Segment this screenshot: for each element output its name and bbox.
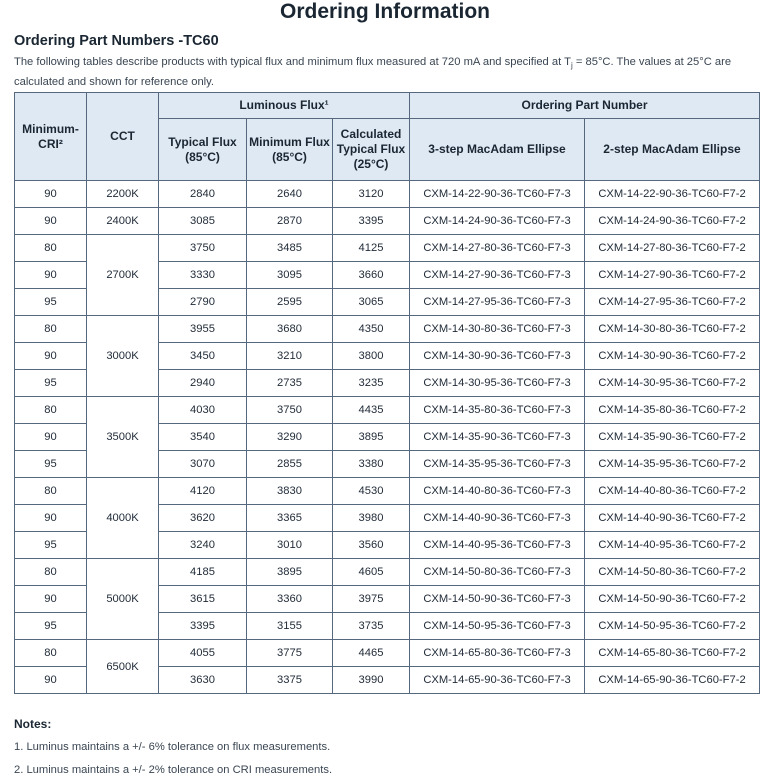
part-number-2-step-cell: CXM-14-40-80-36-TC60-F7-2 bbox=[585, 478, 760, 505]
part-number-3-step-cell: CXM-14-35-80-36-TC60-F7-3 bbox=[410, 397, 585, 424]
typical-flux-cell: 4030 bbox=[159, 397, 247, 424]
cct-cell: 4000K bbox=[87, 478, 159, 559]
calculated-flux-cell: 3380 bbox=[333, 451, 410, 478]
cri-cell: 80 bbox=[15, 559, 87, 586]
cct-cell: 6500K bbox=[87, 640, 159, 694]
table-row bbox=[15, 208, 760, 235]
part-number-3-step-cell: CXM-14-27-95-36-TC60-F7-3 bbox=[410, 289, 585, 316]
minimum-flux-cell: 3750 bbox=[247, 397, 333, 424]
minimum-flux-cell: 3775 bbox=[247, 640, 333, 667]
header-minimum-flux: Minimum Flux (85°C) bbox=[247, 119, 333, 181]
typical-flux-cell: 3450 bbox=[159, 343, 247, 370]
cri-cell: 95 bbox=[15, 289, 87, 316]
description-text-pre: The following tables describe products with typical flux and minimum flux measured at 720 mA and specified at T bbox=[14, 56, 571, 68]
part-number-2-step-cell: CXM-14-24-90-36-TC60-F7-2 bbox=[585, 208, 760, 235]
typical-flux-cell: 4120 bbox=[159, 478, 247, 505]
part-number-3-step-cell: CXM-14-65-80-36-TC60-F7-3 bbox=[410, 640, 585, 667]
minimum-flux-cell: 3485 bbox=[247, 235, 333, 262]
table-row bbox=[15, 397, 760, 424]
part-number-2-step-cell: CXM-14-50-80-36-TC60-F7-2 bbox=[585, 559, 760, 586]
cri-cell: 95 bbox=[15, 370, 87, 397]
part-number-2-step-cell: CXM-14-50-90-36-TC60-F7-2 bbox=[585, 586, 760, 613]
cri-cell: 90 bbox=[15, 505, 87, 532]
typical-flux-cell: 3620 bbox=[159, 505, 247, 532]
calculated-flux-cell: 3560 bbox=[333, 532, 410, 559]
part-number-2-step-cell: CXM-14-22-90-36-TC60-F7-2 bbox=[585, 181, 760, 208]
part-number-3-step-cell: CXM-14-30-80-36-TC60-F7-3 bbox=[410, 316, 585, 343]
part-number-3-step-cell: CXM-14-27-90-36-TC60-F7-3 bbox=[410, 262, 585, 289]
typical-flux-cell: 3240 bbox=[159, 532, 247, 559]
minimum-flux-cell: 3210 bbox=[247, 343, 333, 370]
minimum-flux-cell: 2855 bbox=[247, 451, 333, 478]
part-number-2-step-cell: CXM-14-27-95-36-TC60-F7-2 bbox=[585, 289, 760, 316]
part-number-3-step-cell: CXM-14-40-95-36-TC60-F7-3 bbox=[410, 532, 585, 559]
cri-cell: 90 bbox=[15, 424, 87, 451]
typical-flux-cell: 4055 bbox=[159, 640, 247, 667]
calculated-flux-cell: 3800 bbox=[333, 343, 410, 370]
part-number-3-step-cell: CXM-14-65-90-36-TC60-F7-3 bbox=[410, 667, 585, 694]
calculated-flux-cell: 3895 bbox=[333, 424, 410, 451]
typical-flux-cell: 4185 bbox=[159, 559, 247, 586]
calculated-flux-cell: 3120 bbox=[333, 181, 410, 208]
table-row bbox=[15, 181, 760, 208]
minimum-flux-cell: 3375 bbox=[247, 667, 333, 694]
calculated-flux-cell: 3395 bbox=[333, 208, 410, 235]
table-row bbox=[15, 478, 760, 505]
minimum-flux-cell: 3010 bbox=[247, 532, 333, 559]
calculated-flux-cell: 4125 bbox=[333, 235, 410, 262]
table-row bbox=[15, 235, 760, 262]
cri-cell: 90 bbox=[15, 667, 87, 694]
typical-flux-cell: 2790 bbox=[159, 289, 247, 316]
description-subscript: j bbox=[570, 61, 573, 71]
note-item: 2. Luminus maintains a +/- 2% tolerance on CRI measurements. bbox=[14, 764, 333, 776]
section-title: Ordering Part Numbers -TC60 bbox=[14, 33, 219, 49]
calculated-flux-cell: 4605 bbox=[333, 559, 410, 586]
minimum-flux-cell: 2640 bbox=[247, 181, 333, 208]
table-row bbox=[15, 640, 760, 667]
part-number-2-step-cell: CXM-14-30-80-36-TC60-F7-2 bbox=[585, 316, 760, 343]
ordering-table-header bbox=[15, 93, 760, 181]
typical-flux-cell: 3070 bbox=[159, 451, 247, 478]
part-number-2-step-cell: CXM-14-27-90-36-TC60-F7-2 bbox=[585, 262, 760, 289]
minimum-flux-cell: 2735 bbox=[247, 370, 333, 397]
typical-flux-cell: 2940 bbox=[159, 370, 247, 397]
header-min-cri: Minimum-CRI² bbox=[15, 93, 87, 181]
cct-cell: 3000K bbox=[87, 316, 159, 397]
calculated-flux-cell: 4465 bbox=[333, 640, 410, 667]
cri-cell: 90 bbox=[15, 208, 87, 235]
typical-flux-cell: 3615 bbox=[159, 586, 247, 613]
part-number-3-step-cell: CXM-14-50-90-36-TC60-F7-3 bbox=[410, 586, 585, 613]
part-number-3-step-cell: CXM-14-24-90-36-TC60-F7-3 bbox=[410, 208, 585, 235]
description-text-post: = 85°C. The values at 25°C are calculated and shown for reference only. bbox=[14, 56, 732, 89]
minimum-flux-cell: 3365 bbox=[247, 505, 333, 532]
notes-title: Notes: bbox=[14, 717, 52, 731]
cri-cell: 80 bbox=[15, 640, 87, 667]
typical-flux-cell: 3395 bbox=[159, 613, 247, 640]
part-number-3-step-cell: CXM-14-40-90-36-TC60-F7-3 bbox=[410, 505, 585, 532]
part-number-3-step-cell: CXM-14-35-90-36-TC60-F7-3 bbox=[410, 424, 585, 451]
header-cct: CCT bbox=[87, 93, 159, 181]
header-2-step-ellipse: 2-step MacAdam Ellipse bbox=[585, 119, 760, 181]
minimum-flux-cell: 2870 bbox=[247, 208, 333, 235]
part-number-2-step-cell: CXM-14-40-90-36-TC60-F7-2 bbox=[585, 505, 760, 532]
cri-cell: 80 bbox=[15, 397, 87, 424]
part-number-3-step-cell: CXM-14-35-95-36-TC60-F7-3 bbox=[410, 451, 585, 478]
calculated-flux-cell: 3980 bbox=[333, 505, 410, 532]
calculated-flux-cell: 4530 bbox=[333, 478, 410, 505]
cri-cell: 90 bbox=[15, 343, 87, 370]
cct-cell: 2200K bbox=[87, 181, 159, 208]
typical-flux-cell: 3330 bbox=[159, 262, 247, 289]
part-number-2-step-cell: CXM-14-40-95-36-TC60-F7-2 bbox=[585, 532, 760, 559]
cri-cell: 80 bbox=[15, 316, 87, 343]
cct-cell: 5000K bbox=[87, 559, 159, 640]
minimum-flux-cell: 3095 bbox=[247, 262, 333, 289]
table-row bbox=[15, 559, 760, 586]
header-ordering-part-number: Ordering Part Number bbox=[410, 93, 760, 119]
cct-cell: 3500K bbox=[87, 397, 159, 478]
part-number-3-step-cell: CXM-14-30-95-36-TC60-F7-3 bbox=[410, 370, 585, 397]
part-number-2-step-cell: CXM-14-35-95-36-TC60-F7-2 bbox=[585, 451, 760, 478]
part-number-3-step-cell: CXM-14-27-80-36-TC60-F7-3 bbox=[410, 235, 585, 262]
header-typical-flux: Typical Flux (85°C) bbox=[159, 119, 247, 181]
cct-cell: 2400K bbox=[87, 208, 159, 235]
part-number-2-step-cell: CXM-14-30-90-36-TC60-F7-2 bbox=[585, 343, 760, 370]
cri-cell: 80 bbox=[15, 235, 87, 262]
part-number-3-step-cell: CXM-14-22-90-36-TC60-F7-3 bbox=[410, 181, 585, 208]
part-number-2-step-cell: CXM-14-27-80-36-TC60-F7-2 bbox=[585, 235, 760, 262]
calculated-flux-cell: 3660 bbox=[333, 262, 410, 289]
ordering-table bbox=[14, 92, 760, 694]
typical-flux-cell: 3955 bbox=[159, 316, 247, 343]
minimum-flux-cell: 3155 bbox=[247, 613, 333, 640]
minimum-flux-cell: 3680 bbox=[247, 316, 333, 343]
cri-cell: 95 bbox=[15, 613, 87, 640]
part-number-3-step-cell: CXM-14-50-95-36-TC60-F7-3 bbox=[410, 613, 585, 640]
cri-cell: 80 bbox=[15, 478, 87, 505]
calculated-flux-cell: 3735 bbox=[333, 613, 410, 640]
cri-cell: 90 bbox=[15, 181, 87, 208]
minimum-flux-cell: 3290 bbox=[247, 424, 333, 451]
calculated-flux-cell: 3235 bbox=[333, 370, 410, 397]
part-number-2-step-cell: CXM-14-35-90-36-TC60-F7-2 bbox=[585, 424, 760, 451]
header-luminous-flux: Luminous Flux¹ bbox=[159, 93, 410, 119]
calculated-flux-cell: 4435 bbox=[333, 397, 410, 424]
typical-flux-cell: 3540 bbox=[159, 424, 247, 451]
part-number-2-step-cell: CXM-14-65-80-36-TC60-F7-2 bbox=[585, 640, 760, 667]
part-number-2-step-cell: CXM-14-30-95-36-TC60-F7-2 bbox=[585, 370, 760, 397]
minimum-flux-cell: 2595 bbox=[247, 289, 333, 316]
note-item: 1. Luminus maintains a +/- 6% tolerance on flux measurements. bbox=[14, 741, 331, 753]
cri-cell: 90 bbox=[15, 586, 87, 613]
part-number-2-step-cell: CXM-14-35-80-36-TC60-F7-2 bbox=[585, 397, 760, 424]
calculated-flux-cell: 3065 bbox=[333, 289, 410, 316]
cct-cell: 2700K bbox=[87, 235, 159, 316]
part-number-2-step-cell: CXM-14-50-95-36-TC60-F7-2 bbox=[585, 613, 760, 640]
header-calculated-flux: Calculated Typical Flux (25°C) bbox=[333, 119, 410, 181]
part-number-3-step-cell: CXM-14-30-90-36-TC60-F7-3 bbox=[410, 343, 585, 370]
minimum-flux-cell: 3830 bbox=[247, 478, 333, 505]
typical-flux-cell: 2840 bbox=[159, 181, 247, 208]
ordering-table-body bbox=[15, 181, 760, 694]
typical-flux-cell: 3630 bbox=[159, 667, 247, 694]
calculated-flux-cell: 4350 bbox=[333, 316, 410, 343]
calculated-flux-cell: 3975 bbox=[333, 586, 410, 613]
part-number-3-step-cell: CXM-14-50-80-36-TC60-F7-3 bbox=[410, 559, 585, 586]
header-3-step-ellipse: 3-step MacAdam Ellipse bbox=[410, 119, 585, 181]
typical-flux-cell: 3085 bbox=[159, 208, 247, 235]
part-number-2-step-cell: CXM-14-65-90-36-TC60-F7-2 bbox=[585, 667, 760, 694]
cri-cell: 95 bbox=[15, 451, 87, 478]
minimum-flux-cell: 3360 bbox=[247, 586, 333, 613]
description bbox=[14, 54, 762, 91]
table-row bbox=[15, 316, 760, 343]
minimum-flux-cell: 3895 bbox=[247, 559, 333, 586]
typical-flux-cell: 3750 bbox=[159, 235, 247, 262]
part-number-3-step-cell: CXM-14-40-80-36-TC60-F7-3 bbox=[410, 478, 585, 505]
page-title: Ordering Information bbox=[280, 0, 490, 23]
cri-cell: 90 bbox=[15, 262, 87, 289]
calculated-flux-cell: 3990 bbox=[333, 667, 410, 694]
cri-cell: 95 bbox=[15, 532, 87, 559]
